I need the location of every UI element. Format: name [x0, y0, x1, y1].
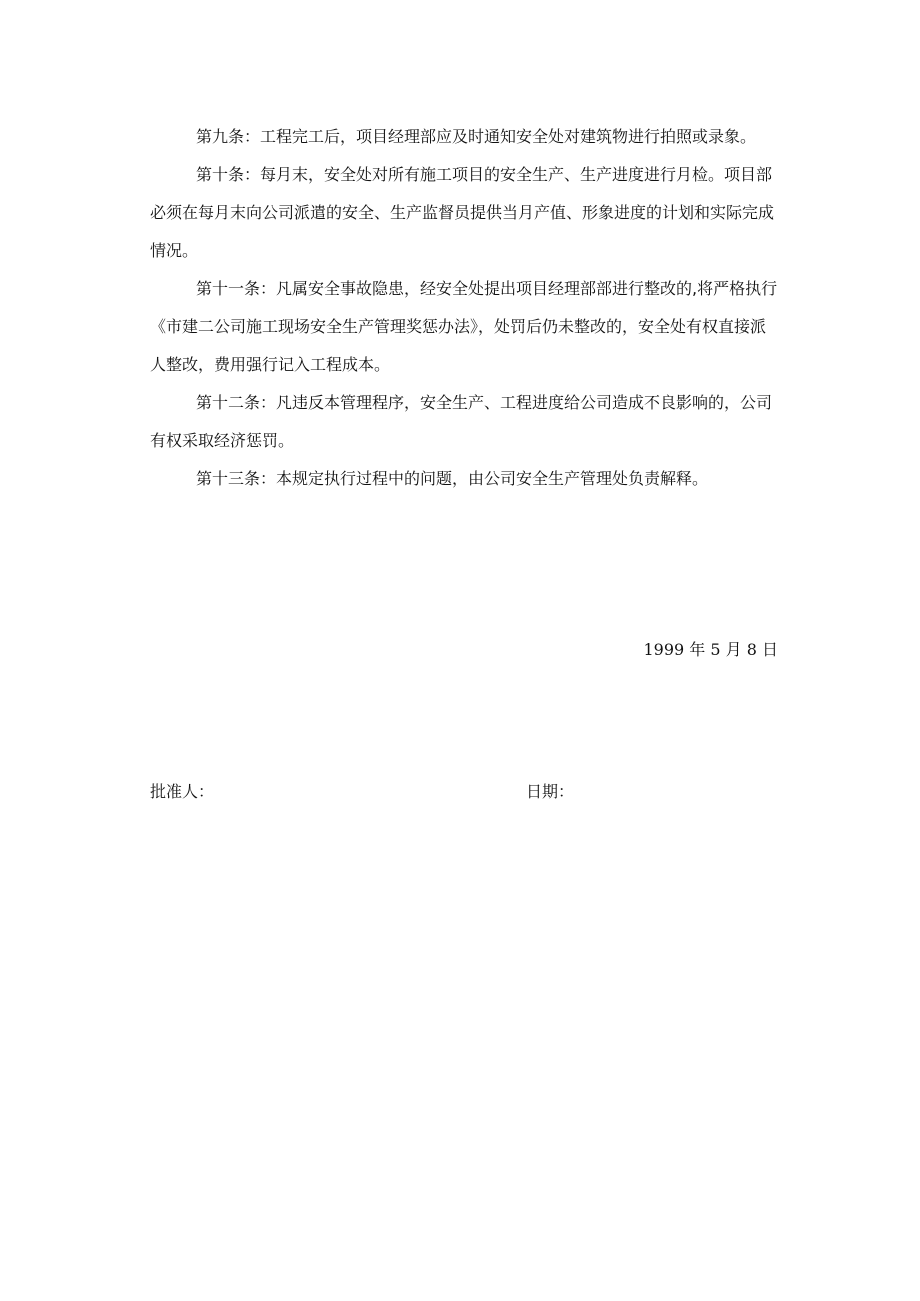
article-11: 第十一条：凡属安全事故隐患，经安全处提出项目经理部部进行整改的,将严格执行《市建二公司施工现场安全生产管理奖惩办法》，处罚后仍未整改的，安全处有权直接派人整改，费用强行记入工程成本。 — [150, 279, 778, 374]
article-12: 第十二条：凡违反本管理程序，安全生产、工程进度给公司造成不良影响的，公司有权采取经济惩罚。 — [150, 393, 773, 450]
document-date: 1999 年 5 月 8 日 — [643, 640, 778, 659]
approver-label: 批准人： — [150, 782, 215, 801]
approval-date-label: 日期： — [526, 782, 575, 801]
article-9: 第九条：工程完工后，项目经理部应及时通知安全处对建筑物进行拍照或录象。 — [196, 127, 757, 146]
article-13: 第十三条：本规定执行过程中的问题，由公司安全生产管理处负责解释。 — [196, 469, 709, 488]
article-10: 第十条：每月末，安全处对所有施工项目的安全生产、生产进度进行月检。项目部必须在每月末向公司派遣的安全、生产监督员提供当月产值、形象进度的计划和实际完成情况。 — [150, 165, 775, 260]
